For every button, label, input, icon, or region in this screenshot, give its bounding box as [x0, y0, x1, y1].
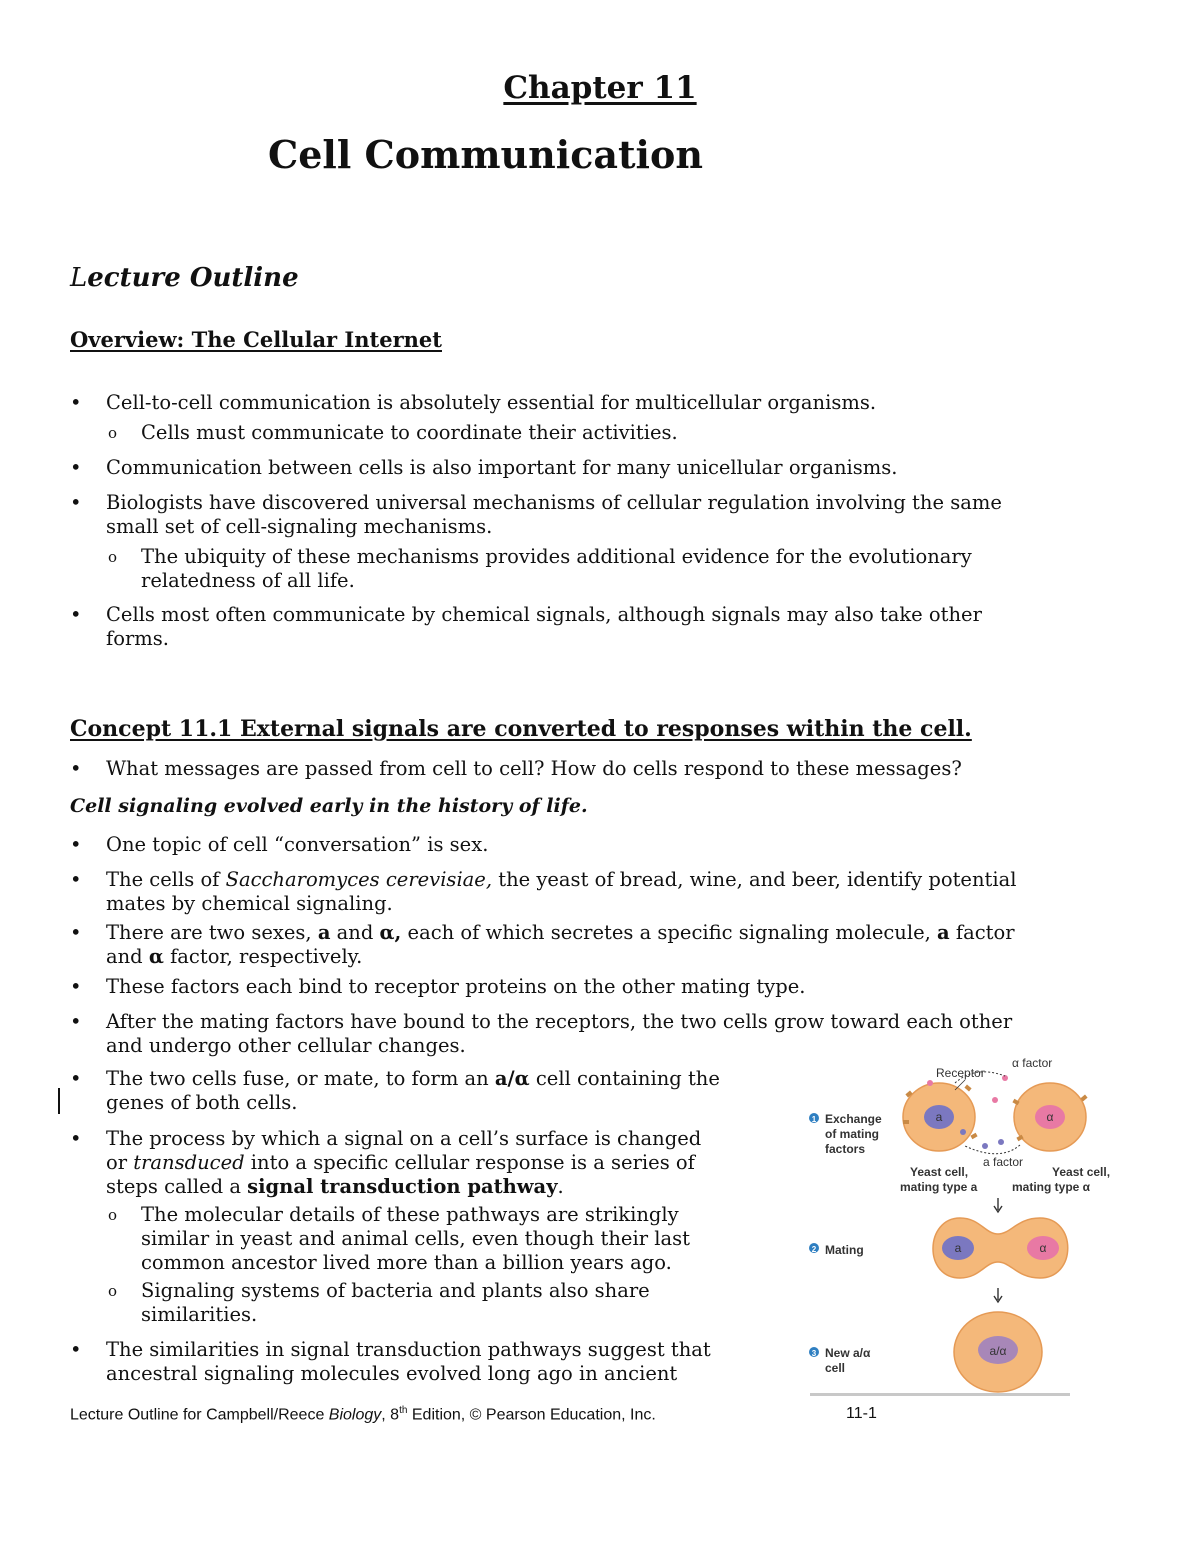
- factor-a: a: [937, 921, 950, 944]
- text-run: cell containing the: [529, 1067, 720, 1090]
- overview-heading: Overview: The Cellular Internet: [70, 327, 442, 352]
- line: mates by chemical signaling.: [106, 892, 393, 915]
- text-cursor: [58, 1088, 60, 1114]
- text-run: factor: [949, 921, 1015, 944]
- list-item-text: [106, 1338, 780, 1386]
- text-run: or: [106, 1151, 134, 1174]
- step-number: 2: [811, 1245, 817, 1254]
- text-run: and: [330, 921, 380, 944]
- step1-label: factors: [825, 1142, 866, 1156]
- factor-alpha: α: [148, 945, 164, 968]
- footer-book: Biology: [328, 1406, 382, 1424]
- bullet-icon: •: [70, 975, 82, 998]
- line: ancestral signaling molecules evolved long ago in ancient: [106, 1362, 678, 1385]
- line: relatedness of all life.: [141, 569, 355, 592]
- arrow-a-factor: [965, 1145, 1020, 1154]
- mating-type-a: a: [317, 921, 331, 944]
- list-item-text: [106, 1067, 780, 1115]
- lecture-outline-rest: ecture Outline: [87, 263, 299, 293]
- copyright-line: [810, 1393, 1070, 1396]
- chapter-title: Cell Communication: [268, 132, 703, 177]
- mating-type-alpha: α,: [379, 921, 402, 944]
- section-subheading: Cell signaling evolved early in the history of life.: [70, 795, 588, 817]
- line: Biologists have discovered universal mechanisms of cellular regulation involving the same: [106, 491, 1002, 514]
- species-name: Saccharomyces cerevisiae,: [225, 868, 493, 891]
- bullet-icon: •: [70, 1338, 82, 1361]
- bullet-icon: •: [70, 1067, 82, 1090]
- text-run: .: [557, 1175, 564, 1198]
- step1-label: of mating: [825, 1127, 879, 1141]
- text-run: each of which secretes a specific signaling molecule,: [401, 921, 938, 944]
- yeast-a-caption: mating type a: [900, 1180, 978, 1194]
- text-run: The cells of: [106, 868, 226, 891]
- line: common ancestor lived more than a billion years ago.: [141, 1251, 672, 1274]
- text-run: and: [106, 945, 149, 968]
- yeast-a-caption: Yeast cell,: [910, 1165, 969, 1179]
- bullet-icon: •: [70, 921, 82, 944]
- down-arrow-icon: [994, 1198, 1002, 1212]
- page-number: 11-1: [846, 1405, 877, 1422]
- line: small set of cell-signaling mechanisms.: [106, 515, 493, 538]
- nucleus-label: α: [1046, 1110, 1054, 1124]
- line: genes of both cells.: [106, 1091, 298, 1114]
- line: The ubiquity of these mechanisms provides additional evidence for the evolutionary: [141, 545, 972, 568]
- footer-prefix: Lecture Outline for Campbell/Reece: [70, 1406, 329, 1424]
- step1-label: Exchange: [825, 1112, 882, 1126]
- a-factor-label: a factor: [983, 1155, 1024, 1169]
- bullet-icon: •: [70, 1010, 82, 1033]
- text-run: steps called a: [106, 1175, 248, 1198]
- circle-bullet-icon: o: [108, 548, 118, 566]
- list-item-text: [106, 1127, 780, 1199]
- list-item-text: [141, 545, 1130, 593]
- concept-heading: Concept 11.1 External signals are converted to responses within the cell.: [70, 716, 972, 742]
- bullet-icon: •: [70, 491, 82, 514]
- yeast-alpha-caption: Yeast cell,: [1052, 1165, 1111, 1179]
- list-item-text: [106, 921, 1130, 969]
- list-item-text: Cells must communicate to coordinate their activities.: [141, 421, 678, 444]
- nucleus-label: a: [935, 1110, 943, 1124]
- nucleus-label: a: [954, 1241, 962, 1255]
- circle-bullet-icon: o: [108, 424, 118, 442]
- list-item-text: One topic of cell “conversation” is sex.: [106, 833, 489, 856]
- alpha-factor-label: α factor: [1012, 1056, 1053, 1070]
- list-item-text: [106, 491, 1130, 539]
- list-item-text: Cell-to-cell communication is absolutely essential for multicellular organisms.: [106, 391, 877, 414]
- text-run: into a specific cellular response is a series of: [244, 1151, 695, 1174]
- bullet-icon: •: [70, 757, 82, 780]
- nucleus-label: a/α: [989, 1344, 1007, 1358]
- bullet-icon: •: [70, 1127, 82, 1150]
- lecture-outline-initial: L: [70, 263, 88, 293]
- line: The molecular details of these pathways are strikingly: [141, 1203, 679, 1226]
- line: After the mating factors have bound to the receptors, the two cells grow toward each other: [106, 1010, 1013, 1033]
- nucleus-label: α: [1039, 1241, 1047, 1255]
- term-signal-transduction-pathway: signal transduction pathway: [247, 1175, 558, 1198]
- line: and undergo other cellular changes.: [106, 1034, 466, 1057]
- step3-label: cell: [825, 1361, 846, 1375]
- lecture-outline-heading: [70, 263, 299, 293]
- yeast-mating-figure: [805, 1050, 1115, 1400]
- down-arrow-icon: [994, 1288, 1002, 1302]
- line: Signaling systems of bacteria and plants also share: [141, 1279, 650, 1302]
- bullet-icon: •: [70, 456, 82, 479]
- step-number: 1: [811, 1115, 817, 1124]
- text-run: There are two sexes,: [106, 921, 318, 944]
- step-number: 3: [811, 1349, 817, 1358]
- step2-label: Mating: [825, 1243, 864, 1257]
- list-item-text: [141, 1203, 780, 1275]
- list-item-text: [141, 1279, 780, 1327]
- footer-edition: , 8: [381, 1406, 400, 1424]
- list-item-text: These factors each bind to receptor proteins on the other mating type.: [106, 975, 806, 998]
- text-run: the yeast of bread, wine, and beer, identify potential: [492, 868, 1017, 891]
- text-run: The two cells fuse, or mate, to form an: [106, 1067, 495, 1090]
- bullet-icon: •: [70, 833, 82, 856]
- bullet-icon: •: [70, 603, 82, 626]
- list-item-text: [106, 603, 1130, 651]
- line: similarities.: [141, 1303, 258, 1326]
- line: forms.: [106, 627, 169, 650]
- step3-label: New a/α: [825, 1346, 871, 1360]
- line: The similarities in signal transduction pathways suggest that: [106, 1338, 711, 1361]
- chapter-number: Chapter 11: [503, 70, 697, 106]
- footer-edition-sup: th: [399, 1405, 408, 1416]
- receptor-label: Receptor: [936, 1066, 985, 1080]
- list-item-text: What messages are passed from cell to cell? How do cells respond to these messages?: [106, 757, 962, 780]
- bullet-icon: •: [70, 391, 82, 414]
- yeast-alpha-caption: mating type α: [1012, 1180, 1091, 1194]
- term-transduced: transduced: [133, 1151, 245, 1174]
- list-item-text: Communication between cells is also important for many unicellular organisms.: [106, 456, 898, 479]
- line: Cells most often communicate by chemical signals, although signals may also take other: [106, 603, 982, 626]
- footer-edition: Edition, © Pearson Education, Inc.: [407, 1406, 656, 1424]
- text-run: factor, respectively.: [163, 945, 363, 968]
- circle-bullet-icon: o: [108, 1206, 118, 1224]
- line: The process by which a signal on a cell’s surface is changed: [106, 1127, 702, 1150]
- list-item-text: [106, 868, 1130, 916]
- line: similar in yeast and animal cells, even though their last: [141, 1227, 690, 1250]
- page-footer: [70, 1405, 890, 1424]
- circle-bullet-icon: o: [108, 1282, 118, 1300]
- cell-type-a-alpha: a/α: [494, 1067, 530, 1090]
- bullet-icon: •: [70, 868, 82, 891]
